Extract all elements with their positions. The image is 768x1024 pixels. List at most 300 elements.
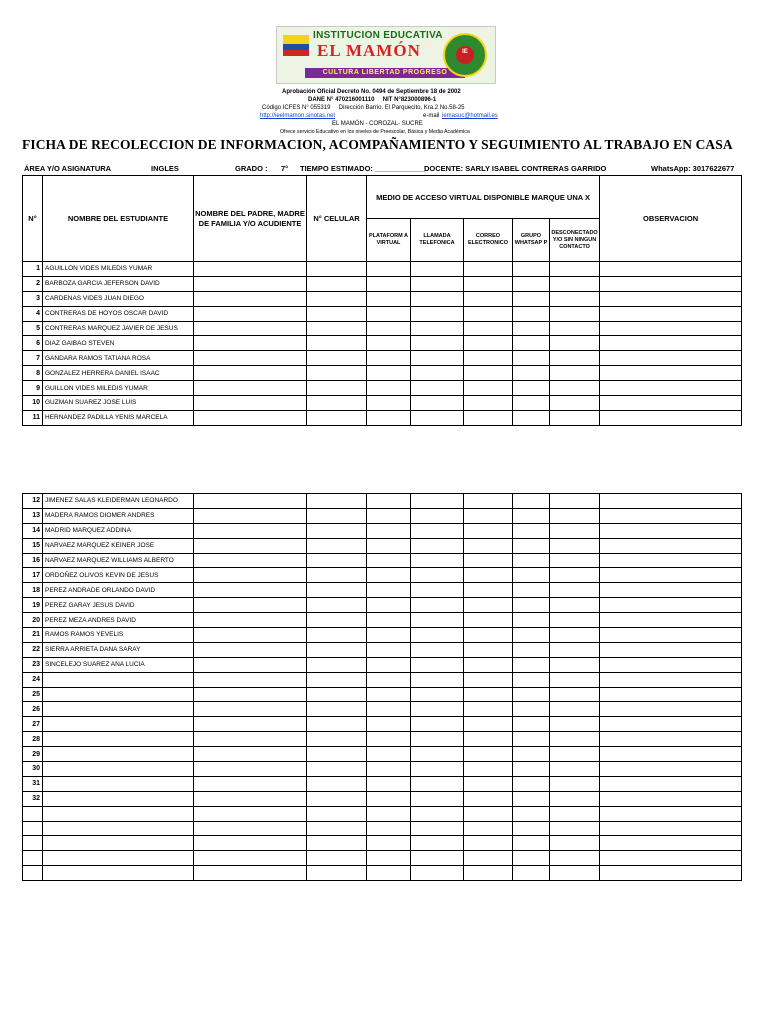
platform-cell[interactable] bbox=[367, 523, 411, 538]
call-cell[interactable] bbox=[411, 821, 464, 836]
email-cell[interactable] bbox=[464, 642, 513, 657]
disconnected-cell[interactable] bbox=[550, 866, 600, 881]
email-cell[interactable] bbox=[464, 508, 513, 523]
whatsapp-cell[interactable] bbox=[513, 657, 550, 672]
call-cell[interactable] bbox=[411, 494, 464, 509]
platform-cell[interactable] bbox=[367, 276, 411, 291]
disconnected-cell[interactable] bbox=[550, 494, 600, 509]
platform-cell[interactable] bbox=[367, 598, 411, 613]
call-cell[interactable] bbox=[411, 598, 464, 613]
observation-cell[interactable] bbox=[600, 291, 742, 306]
observation-cell[interactable] bbox=[600, 336, 742, 351]
email-cell[interactable] bbox=[464, 851, 513, 866]
observation-cell[interactable] bbox=[600, 396, 742, 411]
whatsapp-cell[interactable] bbox=[513, 866, 550, 881]
call-cell[interactable] bbox=[411, 613, 464, 628]
whatsapp-cell[interactable] bbox=[513, 366, 550, 381]
call-cell[interactable] bbox=[411, 262, 464, 277]
whatsapp-cell[interactable] bbox=[513, 568, 550, 583]
disconnected-cell[interactable] bbox=[550, 523, 600, 538]
whatsapp-cell[interactable] bbox=[513, 672, 550, 687]
platform-cell[interactable] bbox=[367, 732, 411, 747]
disconnected-cell[interactable] bbox=[550, 687, 600, 702]
email-cell[interactable] bbox=[464, 702, 513, 717]
whatsapp-cell[interactable] bbox=[513, 806, 550, 821]
call-cell[interactable] bbox=[411, 866, 464, 881]
phone-cell[interactable] bbox=[307, 642, 367, 657]
platform-cell[interactable] bbox=[367, 687, 411, 702]
disconnected-cell[interactable] bbox=[550, 396, 600, 411]
email-cell[interactable] bbox=[464, 806, 513, 821]
platform-cell[interactable] bbox=[367, 351, 411, 366]
platform-cell[interactable] bbox=[367, 508, 411, 523]
disconnected-cell[interactable] bbox=[550, 538, 600, 553]
whatsapp-cell[interactable] bbox=[513, 336, 550, 351]
row-number: 17 bbox=[23, 568, 43, 583]
parent-cell[interactable] bbox=[194, 262, 307, 277]
whatsapp-cell[interactable] bbox=[513, 687, 550, 702]
call-cell[interactable] bbox=[411, 791, 464, 806]
phone-cell[interactable] bbox=[307, 291, 367, 306]
phone-cell[interactable] bbox=[307, 628, 367, 643]
platform-cell[interactable] bbox=[367, 553, 411, 568]
phone-cell[interactable] bbox=[307, 791, 367, 806]
platform-cell[interactable] bbox=[367, 866, 411, 881]
observation-cell[interactable] bbox=[600, 628, 742, 643]
disconnected-cell[interactable] bbox=[550, 262, 600, 277]
disconnected-cell[interactable] bbox=[550, 642, 600, 657]
email-cell[interactable] bbox=[464, 791, 513, 806]
platform-cell[interactable] bbox=[367, 657, 411, 672]
parent-cell[interactable] bbox=[194, 291, 307, 306]
observation-cell[interactable] bbox=[600, 717, 742, 732]
whatsapp-cell[interactable] bbox=[513, 598, 550, 613]
parent-cell[interactable] bbox=[194, 642, 307, 657]
parent-cell[interactable] bbox=[194, 306, 307, 321]
platform-cell[interactable] bbox=[367, 717, 411, 732]
platform-cell[interactable] bbox=[367, 747, 411, 762]
observation-cell[interactable] bbox=[600, 568, 742, 583]
disconnected-cell[interactable] bbox=[550, 657, 600, 672]
whatsapp-cell[interactable] bbox=[513, 523, 550, 538]
call-cell[interactable] bbox=[411, 276, 464, 291]
platform-cell[interactable] bbox=[367, 321, 411, 336]
platform-cell[interactable] bbox=[367, 366, 411, 381]
whatsapp-cell[interactable] bbox=[513, 538, 550, 553]
call-cell[interactable] bbox=[411, 672, 464, 687]
disconnected-cell[interactable] bbox=[550, 306, 600, 321]
platform-cell[interactable] bbox=[367, 821, 411, 836]
observation-cell[interactable] bbox=[600, 538, 742, 553]
call-cell[interactable] bbox=[411, 410, 464, 425]
disconnected-cell[interactable] bbox=[550, 776, 600, 791]
observation-cell[interactable] bbox=[600, 351, 742, 366]
platform-cell[interactable] bbox=[367, 262, 411, 277]
phone-cell[interactable] bbox=[307, 747, 367, 762]
observation-cell[interactable] bbox=[600, 836, 742, 851]
call-cell[interactable] bbox=[411, 836, 464, 851]
parent-cell[interactable] bbox=[194, 806, 307, 821]
whatsapp-cell[interactable] bbox=[513, 262, 550, 277]
call-cell[interactable] bbox=[411, 762, 464, 777]
parent-cell[interactable] bbox=[194, 336, 307, 351]
observation-cell[interactable] bbox=[600, 613, 742, 628]
disconnected-cell[interactable] bbox=[550, 553, 600, 568]
call-cell[interactable] bbox=[411, 583, 464, 598]
whatsapp-cell[interactable] bbox=[513, 494, 550, 509]
disconnected-cell[interactable] bbox=[550, 851, 600, 866]
email-cell[interactable] bbox=[464, 687, 513, 702]
email-cell[interactable] bbox=[464, 747, 513, 762]
disconnected-cell[interactable] bbox=[550, 821, 600, 836]
email-cell[interactable] bbox=[464, 866, 513, 881]
email-cell[interactable] bbox=[464, 366, 513, 381]
email-cell[interactable] bbox=[464, 538, 513, 553]
whatsapp-cell[interactable] bbox=[513, 702, 550, 717]
whatsapp-cell[interactable] bbox=[513, 821, 550, 836]
disconnected-cell[interactable] bbox=[550, 732, 600, 747]
call-cell[interactable] bbox=[411, 553, 464, 568]
call-cell[interactable] bbox=[411, 732, 464, 747]
whatsapp-cell[interactable] bbox=[513, 717, 550, 732]
platform-cell[interactable] bbox=[367, 613, 411, 628]
call-cell[interactable] bbox=[411, 321, 464, 336]
parent-cell[interactable] bbox=[194, 732, 307, 747]
platform-cell[interactable] bbox=[367, 702, 411, 717]
observation-cell[interactable] bbox=[600, 494, 742, 509]
observation-cell[interactable] bbox=[600, 687, 742, 702]
call-cell[interactable] bbox=[411, 747, 464, 762]
call-cell[interactable] bbox=[411, 642, 464, 657]
email-cell[interactable] bbox=[464, 381, 513, 396]
email-cell[interactable] bbox=[464, 598, 513, 613]
email-cell[interactable] bbox=[464, 583, 513, 598]
disconnected-cell[interactable] bbox=[550, 410, 600, 425]
email-cell[interactable] bbox=[464, 613, 513, 628]
call-cell[interactable] bbox=[411, 508, 464, 523]
phone-cell[interactable] bbox=[307, 732, 367, 747]
parent-cell[interactable] bbox=[194, 381, 307, 396]
parent-cell[interactable] bbox=[194, 776, 307, 791]
whatsapp-cell[interactable] bbox=[513, 291, 550, 306]
phone-cell[interactable] bbox=[307, 262, 367, 277]
call-cell[interactable] bbox=[411, 336, 464, 351]
whatsapp-cell[interactable] bbox=[513, 628, 550, 643]
platform-cell[interactable] bbox=[367, 568, 411, 583]
phone-cell[interactable] bbox=[307, 306, 367, 321]
email-cell[interactable] bbox=[464, 568, 513, 583]
platform-cell[interactable] bbox=[367, 672, 411, 687]
phone-cell[interactable] bbox=[307, 351, 367, 366]
parent-cell[interactable] bbox=[194, 598, 307, 613]
parent-cell[interactable] bbox=[194, 821, 307, 836]
email-cell[interactable] bbox=[464, 657, 513, 672]
disconnected-cell[interactable] bbox=[550, 381, 600, 396]
phone-cell[interactable] bbox=[307, 494, 367, 509]
phone-cell[interactable] bbox=[307, 717, 367, 732]
observation-cell[interactable] bbox=[600, 262, 742, 277]
whatsapp-cell[interactable] bbox=[513, 381, 550, 396]
phone-cell[interactable] bbox=[307, 836, 367, 851]
platform-cell[interactable] bbox=[367, 836, 411, 851]
parent-cell[interactable] bbox=[194, 687, 307, 702]
parent-cell[interactable] bbox=[194, 717, 307, 732]
whatsapp-cell[interactable] bbox=[513, 553, 550, 568]
parent-cell[interactable] bbox=[194, 494, 307, 509]
email-cell[interactable] bbox=[464, 291, 513, 306]
email-cell[interactable] bbox=[464, 321, 513, 336]
phone-cell[interactable] bbox=[307, 276, 367, 291]
call-cell[interactable] bbox=[411, 851, 464, 866]
email-cell[interactable] bbox=[464, 410, 513, 425]
phone-cell[interactable] bbox=[307, 508, 367, 523]
parent-cell[interactable] bbox=[194, 851, 307, 866]
phone-cell[interactable] bbox=[307, 851, 367, 866]
call-cell[interactable] bbox=[411, 702, 464, 717]
parent-cell[interactable] bbox=[194, 762, 307, 777]
disconnected-cell[interactable] bbox=[550, 366, 600, 381]
parent-cell[interactable] bbox=[194, 568, 307, 583]
phone-cell[interactable] bbox=[307, 657, 367, 672]
parent-cell[interactable] bbox=[194, 321, 307, 336]
whatsapp-cell[interactable] bbox=[513, 776, 550, 791]
phone-cell[interactable] bbox=[307, 806, 367, 821]
whatsapp-cell[interactable] bbox=[513, 836, 550, 851]
observation-cell[interactable] bbox=[600, 806, 742, 821]
parent-cell[interactable] bbox=[194, 276, 307, 291]
observation-cell[interactable] bbox=[600, 523, 742, 538]
disconnected-cell[interactable] bbox=[550, 672, 600, 687]
email-cell[interactable] bbox=[464, 351, 513, 366]
parent-cell[interactable] bbox=[194, 508, 307, 523]
observation-cell[interactable] bbox=[600, 642, 742, 657]
disconnected-cell[interactable] bbox=[550, 276, 600, 291]
observation-cell[interactable] bbox=[600, 866, 742, 881]
observation-cell[interactable] bbox=[600, 657, 742, 672]
disconnected-cell[interactable] bbox=[550, 351, 600, 366]
email-cell[interactable] bbox=[464, 276, 513, 291]
whatsapp-cell[interactable] bbox=[513, 762, 550, 777]
call-cell[interactable] bbox=[411, 538, 464, 553]
whatsapp-cell[interactable] bbox=[513, 410, 550, 425]
parent-cell[interactable] bbox=[194, 410, 307, 425]
disconnected-cell[interactable] bbox=[550, 806, 600, 821]
call-cell[interactable] bbox=[411, 657, 464, 672]
phone-cell[interactable] bbox=[307, 568, 367, 583]
parent-cell[interactable] bbox=[194, 351, 307, 366]
platform-cell[interactable] bbox=[367, 538, 411, 553]
call-cell[interactable] bbox=[411, 351, 464, 366]
observation-cell[interactable] bbox=[600, 851, 742, 866]
whatsapp-cell[interactable] bbox=[513, 732, 550, 747]
email-link[interactable]: iemasuc@hotmail.es bbox=[442, 113, 498, 119]
platform-cell[interactable] bbox=[367, 806, 411, 821]
phone-cell[interactable] bbox=[307, 410, 367, 425]
disconnected-cell[interactable] bbox=[550, 717, 600, 732]
phone-cell[interactable] bbox=[307, 598, 367, 613]
whatsapp-cell[interactable] bbox=[513, 613, 550, 628]
platform-cell[interactable] bbox=[367, 762, 411, 777]
whatsapp-cell[interactable] bbox=[513, 583, 550, 598]
disconnected-cell[interactable] bbox=[550, 747, 600, 762]
observation-cell[interactable] bbox=[600, 553, 742, 568]
email-cell[interactable] bbox=[464, 762, 513, 777]
call-cell[interactable] bbox=[411, 717, 464, 732]
call-cell[interactable] bbox=[411, 366, 464, 381]
phone-cell[interactable] bbox=[307, 762, 367, 777]
parent-cell[interactable] bbox=[194, 628, 307, 643]
disconnected-cell[interactable] bbox=[550, 336, 600, 351]
parent-cell[interactable] bbox=[194, 583, 307, 598]
email-cell[interactable] bbox=[464, 523, 513, 538]
parent-cell[interactable] bbox=[194, 553, 307, 568]
phone-cell[interactable] bbox=[307, 672, 367, 687]
observation-cell[interactable] bbox=[600, 732, 742, 747]
phone-cell[interactable] bbox=[307, 396, 367, 411]
disconnected-cell[interactable] bbox=[550, 583, 600, 598]
observation-cell[interactable] bbox=[600, 410, 742, 425]
whatsapp-cell[interactable] bbox=[513, 851, 550, 866]
parent-cell[interactable] bbox=[194, 538, 307, 553]
disconnected-cell[interactable] bbox=[550, 836, 600, 851]
disconnected-cell[interactable] bbox=[550, 598, 600, 613]
phone-cell[interactable] bbox=[307, 613, 367, 628]
email-cell[interactable] bbox=[464, 336, 513, 351]
whatsapp-cell[interactable] bbox=[513, 306, 550, 321]
observation-cell[interactable] bbox=[600, 762, 742, 777]
platform-cell[interactable] bbox=[367, 776, 411, 791]
phone-cell[interactable] bbox=[307, 583, 367, 598]
observation-cell[interactable] bbox=[600, 702, 742, 717]
phone-cell[interactable] bbox=[307, 866, 367, 881]
observation-cell[interactable] bbox=[600, 306, 742, 321]
parent-cell[interactable] bbox=[194, 702, 307, 717]
observation-cell[interactable] bbox=[600, 598, 742, 613]
email-cell[interactable] bbox=[464, 494, 513, 509]
platform-cell[interactable] bbox=[367, 851, 411, 866]
phone-cell[interactable] bbox=[307, 366, 367, 381]
whatsapp-cell[interactable] bbox=[513, 321, 550, 336]
whatsapp-cell[interactable] bbox=[513, 276, 550, 291]
platform-cell[interactable] bbox=[367, 306, 411, 321]
whatsapp-cell[interactable] bbox=[513, 747, 550, 762]
whatsapp-cell[interactable] bbox=[513, 508, 550, 523]
platform-cell[interactable] bbox=[367, 642, 411, 657]
disconnected-cell[interactable] bbox=[550, 508, 600, 523]
disconnected-cell[interactable] bbox=[550, 702, 600, 717]
email-cell[interactable] bbox=[464, 836, 513, 851]
observation-cell[interactable] bbox=[600, 321, 742, 336]
parent-cell[interactable] bbox=[194, 672, 307, 687]
email-cell[interactable] bbox=[464, 553, 513, 568]
phone-cell[interactable] bbox=[307, 336, 367, 351]
disconnected-cell[interactable] bbox=[550, 613, 600, 628]
whatsapp-cell[interactable] bbox=[513, 791, 550, 806]
phone-cell[interactable] bbox=[307, 553, 367, 568]
disconnected-cell[interactable] bbox=[550, 762, 600, 777]
platform-cell[interactable] bbox=[367, 336, 411, 351]
parent-cell[interactable] bbox=[194, 396, 307, 411]
platform-cell[interactable] bbox=[367, 396, 411, 411]
observation-cell[interactable] bbox=[600, 276, 742, 291]
disconnected-cell[interactable] bbox=[550, 321, 600, 336]
whatsapp-cell[interactable] bbox=[513, 642, 550, 657]
email-cell[interactable] bbox=[464, 717, 513, 732]
parent-cell[interactable] bbox=[194, 747, 307, 762]
call-cell[interactable] bbox=[411, 523, 464, 538]
call-cell[interactable] bbox=[411, 687, 464, 702]
observation-cell[interactable] bbox=[600, 381, 742, 396]
email-cell[interactable] bbox=[464, 262, 513, 277]
email-cell[interactable] bbox=[464, 396, 513, 411]
email-cell[interactable] bbox=[464, 776, 513, 791]
observation-cell[interactable] bbox=[600, 508, 742, 523]
observation-cell[interactable] bbox=[600, 583, 742, 598]
platform-cell[interactable] bbox=[367, 291, 411, 306]
parent-cell[interactable] bbox=[194, 366, 307, 381]
observation-cell[interactable] bbox=[600, 791, 742, 806]
website-link[interactable]: http://ieelmamon.sinotas.net bbox=[260, 113, 336, 119]
platform-cell[interactable] bbox=[367, 494, 411, 509]
observation-cell[interactable] bbox=[600, 672, 742, 687]
disconnected-cell[interactable] bbox=[550, 628, 600, 643]
email-cell[interactable] bbox=[464, 732, 513, 747]
disconnected-cell[interactable] bbox=[550, 568, 600, 583]
platform-cell[interactable] bbox=[367, 628, 411, 643]
call-cell[interactable] bbox=[411, 806, 464, 821]
email-cell[interactable] bbox=[464, 306, 513, 321]
whatsapp-cell[interactable] bbox=[513, 396, 550, 411]
disconnected-cell[interactable] bbox=[550, 791, 600, 806]
parent-cell[interactable] bbox=[194, 791, 307, 806]
platform-cell[interactable] bbox=[367, 410, 411, 425]
phone-cell[interactable] bbox=[307, 381, 367, 396]
phone-cell[interactable] bbox=[307, 821, 367, 836]
email-cell[interactable] bbox=[464, 628, 513, 643]
phone-cell[interactable] bbox=[307, 776, 367, 791]
parent-cell[interactable] bbox=[194, 836, 307, 851]
observation-cell[interactable] bbox=[600, 821, 742, 836]
parent-cell[interactable] bbox=[194, 657, 307, 672]
phone-cell[interactable] bbox=[307, 523, 367, 538]
phone-cell[interactable] bbox=[307, 687, 367, 702]
call-cell[interactable] bbox=[411, 381, 464, 396]
phone-cell[interactable] bbox=[307, 702, 367, 717]
student-name: DIAZ GAIBAO STEVEN bbox=[43, 336, 194, 351]
observation-cell[interactable] bbox=[600, 366, 742, 381]
parent-cell[interactable] bbox=[194, 613, 307, 628]
observation-cell[interactable] bbox=[600, 747, 742, 762]
platform-cell[interactable] bbox=[367, 791, 411, 806]
disconnected-cell[interactable] bbox=[550, 291, 600, 306]
platform-cell[interactable] bbox=[367, 381, 411, 396]
phone-cell[interactable] bbox=[307, 538, 367, 553]
whatsapp-cell[interactable] bbox=[513, 351, 550, 366]
platform-cell[interactable] bbox=[367, 583, 411, 598]
email-cell[interactable] bbox=[464, 821, 513, 836]
parent-cell[interactable] bbox=[194, 866, 307, 881]
call-cell[interactable] bbox=[411, 628, 464, 643]
email-cell[interactable] bbox=[464, 672, 513, 687]
call-cell[interactable] bbox=[411, 568, 464, 583]
call-cell[interactable] bbox=[411, 291, 464, 306]
call-cell[interactable] bbox=[411, 776, 464, 791]
call-cell[interactable] bbox=[411, 396, 464, 411]
parent-cell[interactable] bbox=[194, 523, 307, 538]
call-cell[interactable] bbox=[411, 306, 464, 321]
observation-cell[interactable] bbox=[600, 776, 742, 791]
phone-cell[interactable] bbox=[307, 321, 367, 336]
